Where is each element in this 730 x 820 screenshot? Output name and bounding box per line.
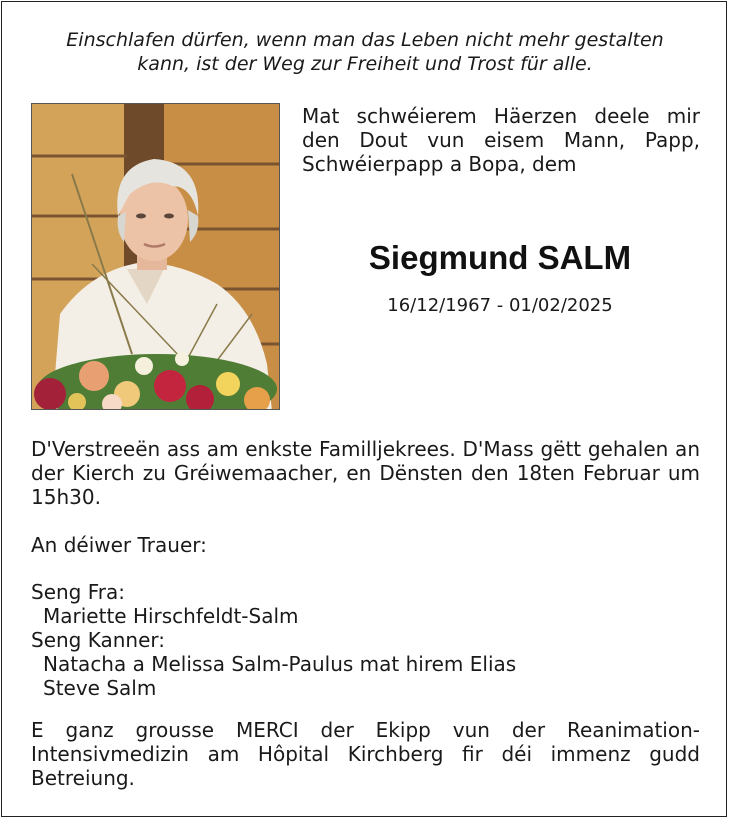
- child-entry: Natacha a Melissa Salm-Paulus mat hirem Elias: [43, 652, 517, 676]
- life-dates: 16/12/1967 - 01/02/2025: [387, 295, 613, 316]
- mourners-list: [31, 580, 700, 700]
- wife-label: Seng Fra:: [31, 580, 125, 604]
- quote-line-1: Einschlafen dürfen, wenn man das Leben nicht mehr gestalten: [66, 29, 664, 51]
- child-entry: Steve Salm: [43, 676, 157, 700]
- deceased-name: Siegmund SALM: [368, 239, 632, 276]
- funeral-notice: D'Verstreeën ass am enkste Familljekrees. D'Mass gëtt gehalen an der Kierch zu Gréiwemaacher, en Dënsten den 18ten Februar um 15h30.: [31, 437, 700, 509]
- intro-text: Mat schwéierem Häerzen deele mir den Dout vun eisem Mann, Papp, Schwéierpapp a Bopa, dem: [302, 104, 700, 176]
- children-label: Seng Kanner:: [31, 628, 166, 652]
- thanks-text: E ganz grousse MERCI der Ekipp vun der Reanimation-Intensivmedizin am Hôpital Kirchberg fir déi immenz gudd Betreiung.: [31, 718, 700, 790]
- quote-line-2: kann, ist der Weg zur Freiheit und Trost für alle.: [137, 53, 593, 75]
- portrait-photo: [31, 103, 280, 410]
- memorial-quote: [20, 28, 710, 76]
- mourning-intro: An déiwer Trauer:: [31, 533, 207, 557]
- wife-name: Mariette Hirschfeldt-Salm: [43, 604, 299, 628]
- portrait-image: [32, 104, 280, 410]
